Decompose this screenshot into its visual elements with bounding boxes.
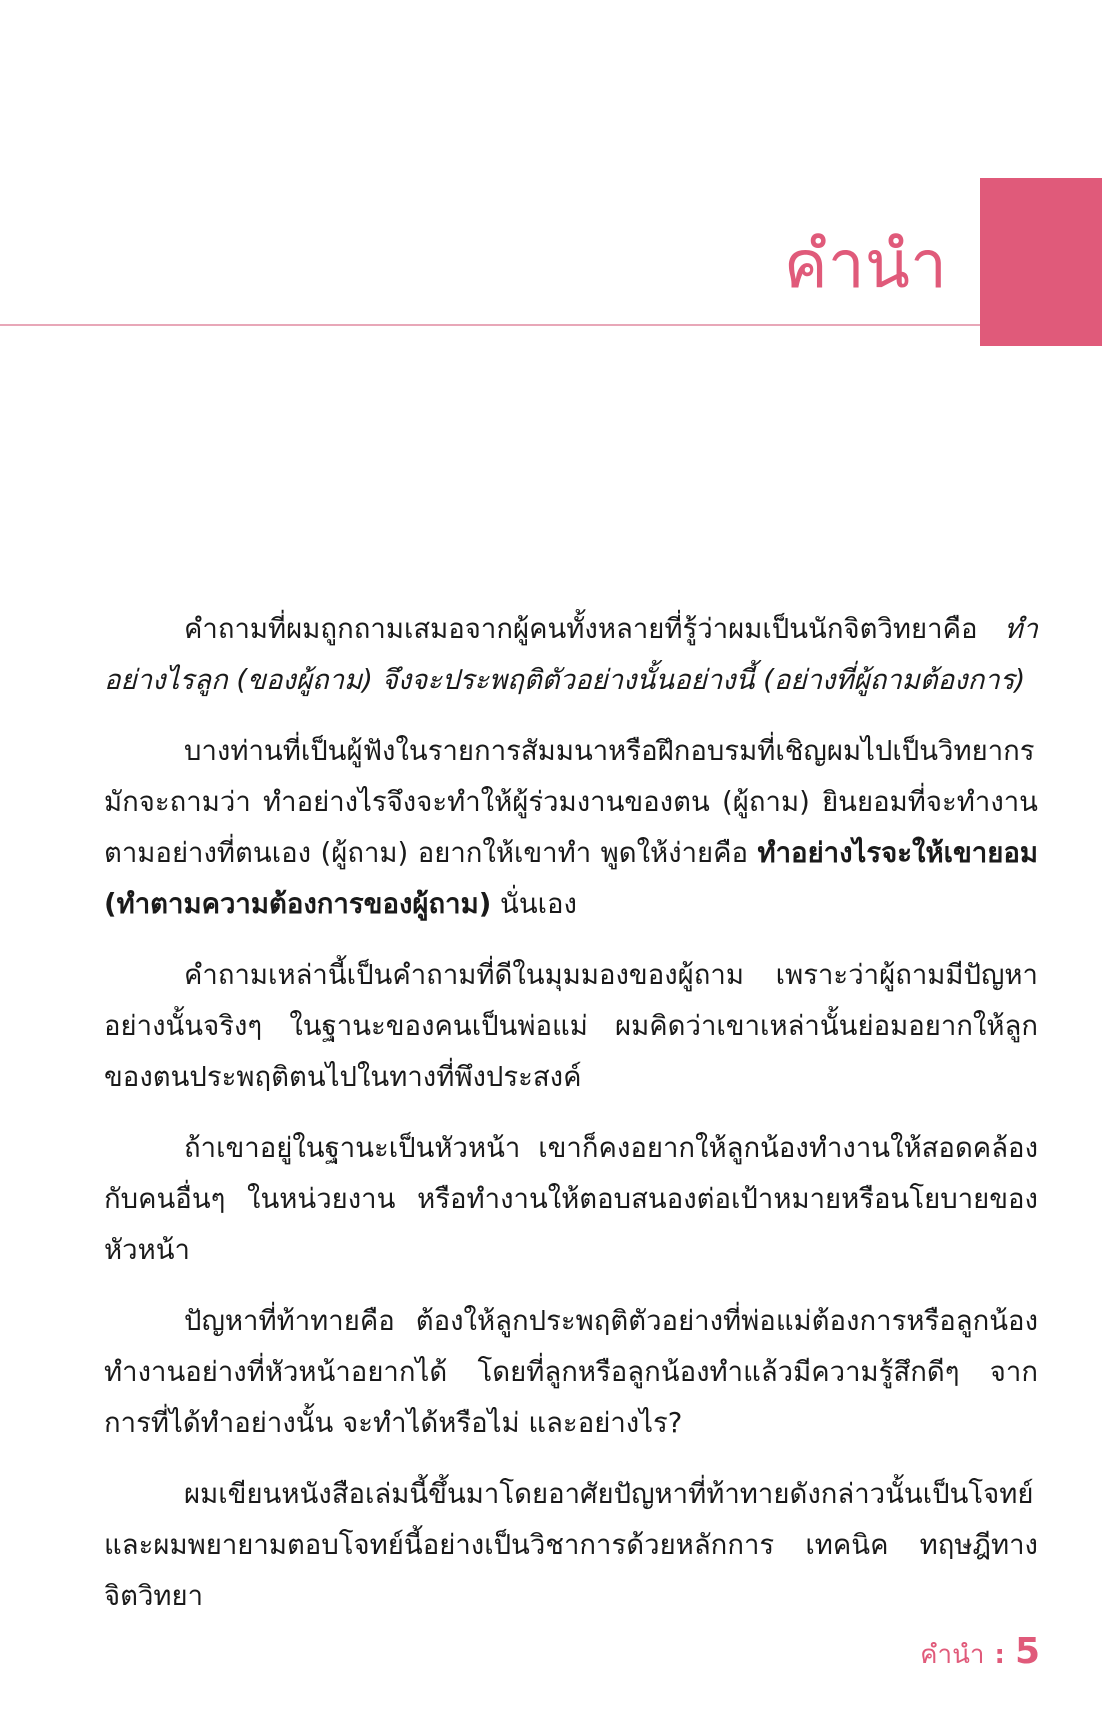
paragraph-2-text: บางท่านที่เป็นผู้ฟังในรายการสัมมนาหรือฝึกอบรมที่เชิญผมไปเป็นวิทยากรมักจะถามว่า ทำอย่างไรจึงจะทำให้ผู้ร่วมงานของตน (ผู้ถาม) ยินยอมที่จะทำงานตามอย่างที่ตนเอง (ผู้ถาม) อยากให้เขาทำ พูดให้ง่ายคือ <box>104 735 1038 869</box>
page-footer <box>920 1631 1040 1672</box>
chapter-accent-block <box>980 178 1102 346</box>
footer-separator: : <box>994 1640 1005 1670</box>
header-divider <box>0 324 980 326</box>
body-text <box>104 604 1038 1642</box>
paragraph-2-end: นั่นเอง <box>491 888 577 920</box>
paragraph-5: ปัญหาที่ท้าทายคือ ต้องให้ลูกประพฤติตัวอย่างที่พ่อแม่ต้องการหรือลูกน้องทำงานอย่างที่หัวหน้าอยากได้ โดยที่ลูกหรือลูกน้องทำแล้วมีความรู้สึกดีๆ จากการที่ได้ทำอย่างนั้น จะทำได้หรือไม่ และอย่างไร? <box>104 1305 1038 1439</box>
paragraph-1 <box>104 604 1038 706</box>
footer-section-label: คำนำ <box>920 1640 985 1670</box>
paragraph-6: ผมเขียนหนังสือเล่มนี้ขึ้นมาโดยอาศัยปัญหาที่ท้าทายดังกล่าวนั้นเป็นโจทย์ และผมพยายามตอบโจทย์นี้อย่างเป็นวิชาการด้วยหลักการ เทคนิค ทฤษฎีทางจิตวิทยา <box>104 1478 1038 1612</box>
page-number: 5 <box>1014 1631 1040 1672</box>
paragraph-2 <box>104 726 1038 930</box>
paragraph-4: ถ้าเขาอยู่ในฐานะเป็นหัวหน้า เขาก็คงอยากให้ลูกน้องทำงานให้สอดคล้องกับคนอื่นๆ ในหน่วยงาน หรือทำงานให้ตอบสนองต่อเป้าหมายหรือนโยบายของหัวหน้า <box>104 1132 1038 1266</box>
paragraph-1-text: คำถามที่ผมถูกถามเสมอจากผู้คนทั้งหลายที่รู้ว่าผมเป็นนักจิตวิทยาคือ <box>184 613 1005 645</box>
paragraph-1-italic: ทำอย่างไรลูก (ของผู้ถาม) จึงจะประพฤติตัวอย่างนั้นอย่างนี้ (อย่างที่ผู้ถามต้องการ) <box>104 613 1038 696</box>
paragraph-3: คำถามเหล่านี้เป็นคำถามที่ดีในมุมมองของผู้ถาม เพราะว่าผู้ถามมีปัญหาอย่างนั้นจริงๆ ในฐานะของคนเป็นพ่อแม่ ผมคิดว่าเขาเหล่านั้นย่อมอยากให้ลูกของตนประพฤติตนไปในทางที่พึงประสงค์ <box>104 959 1038 1093</box>
paragraph-2-bold: ทำอย่างไรจะให้เขายอม (ทำตามความต้องการของผู้ถาม) <box>104 837 1038 920</box>
chapter-title: คำนำ <box>783 226 947 303</box>
